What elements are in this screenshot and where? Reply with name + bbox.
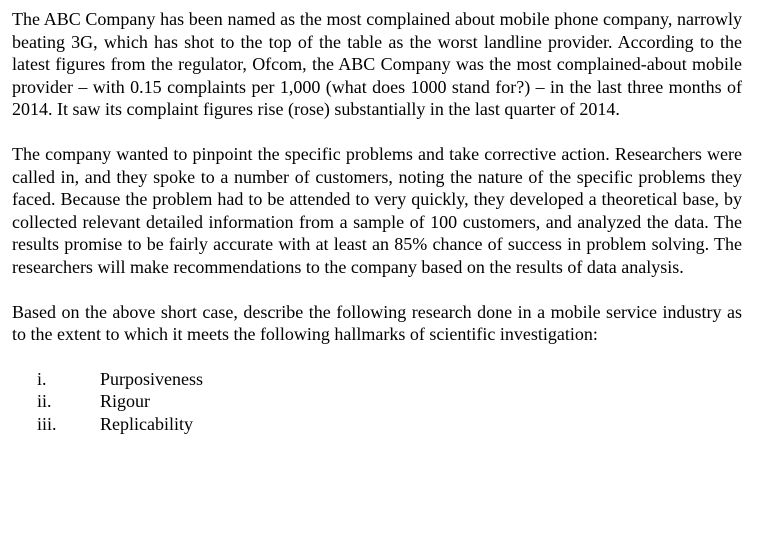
list-item xyxy=(37,368,742,391)
list-item xyxy=(37,390,742,413)
case-paragraph-research: The company wanted to pinpoint the specific problems and take corrective action. Researchers were called in, and they spoke to a number of customers, noting the nature of the specific problems they faced. Because the problem had to be attended to very quickly, they developed a theoretical base, by collected relevant detailed information from a sample of 100 customers, and analyzed the data. The results promise to be fairly accurate with at least an 85% chance of success in problem solving. The researchers will make recommendations to the company based on the results of data analysis. xyxy=(12,143,742,277)
hallmarks-list xyxy=(12,368,742,436)
case-paragraph-intro: The ABC Company has been named as the most complained about mobile phone company, narrowly beating 3G, which has shot to the top of the table as the worst landline provider. According to the latest figures from the regulator, Ofcom, the ABC Company was the most complained-about mobile provider – with 0.15 complaints per 1,000 (what does 1000 stand for?) – in the last three months of 2014. It saw its complaint figures rise (rose) substantially in the last quarter of 2014. xyxy=(12,9,742,120)
list-marker: i. xyxy=(37,368,47,389)
list-item xyxy=(37,413,742,436)
list-item-text: Rigour xyxy=(100,391,151,412)
document-body xyxy=(12,8,742,436)
list-item-text: Purposiveness xyxy=(100,368,203,389)
question-prompt: Based on the above short case, describe the following research done in a mobile service industry as to the extent to which it meets the following hallmarks of scientific investigation: xyxy=(12,301,742,345)
list-marker: ii. xyxy=(37,391,52,412)
list-marker: iii. xyxy=(37,413,57,434)
list-item-text: Replicability xyxy=(100,413,193,434)
